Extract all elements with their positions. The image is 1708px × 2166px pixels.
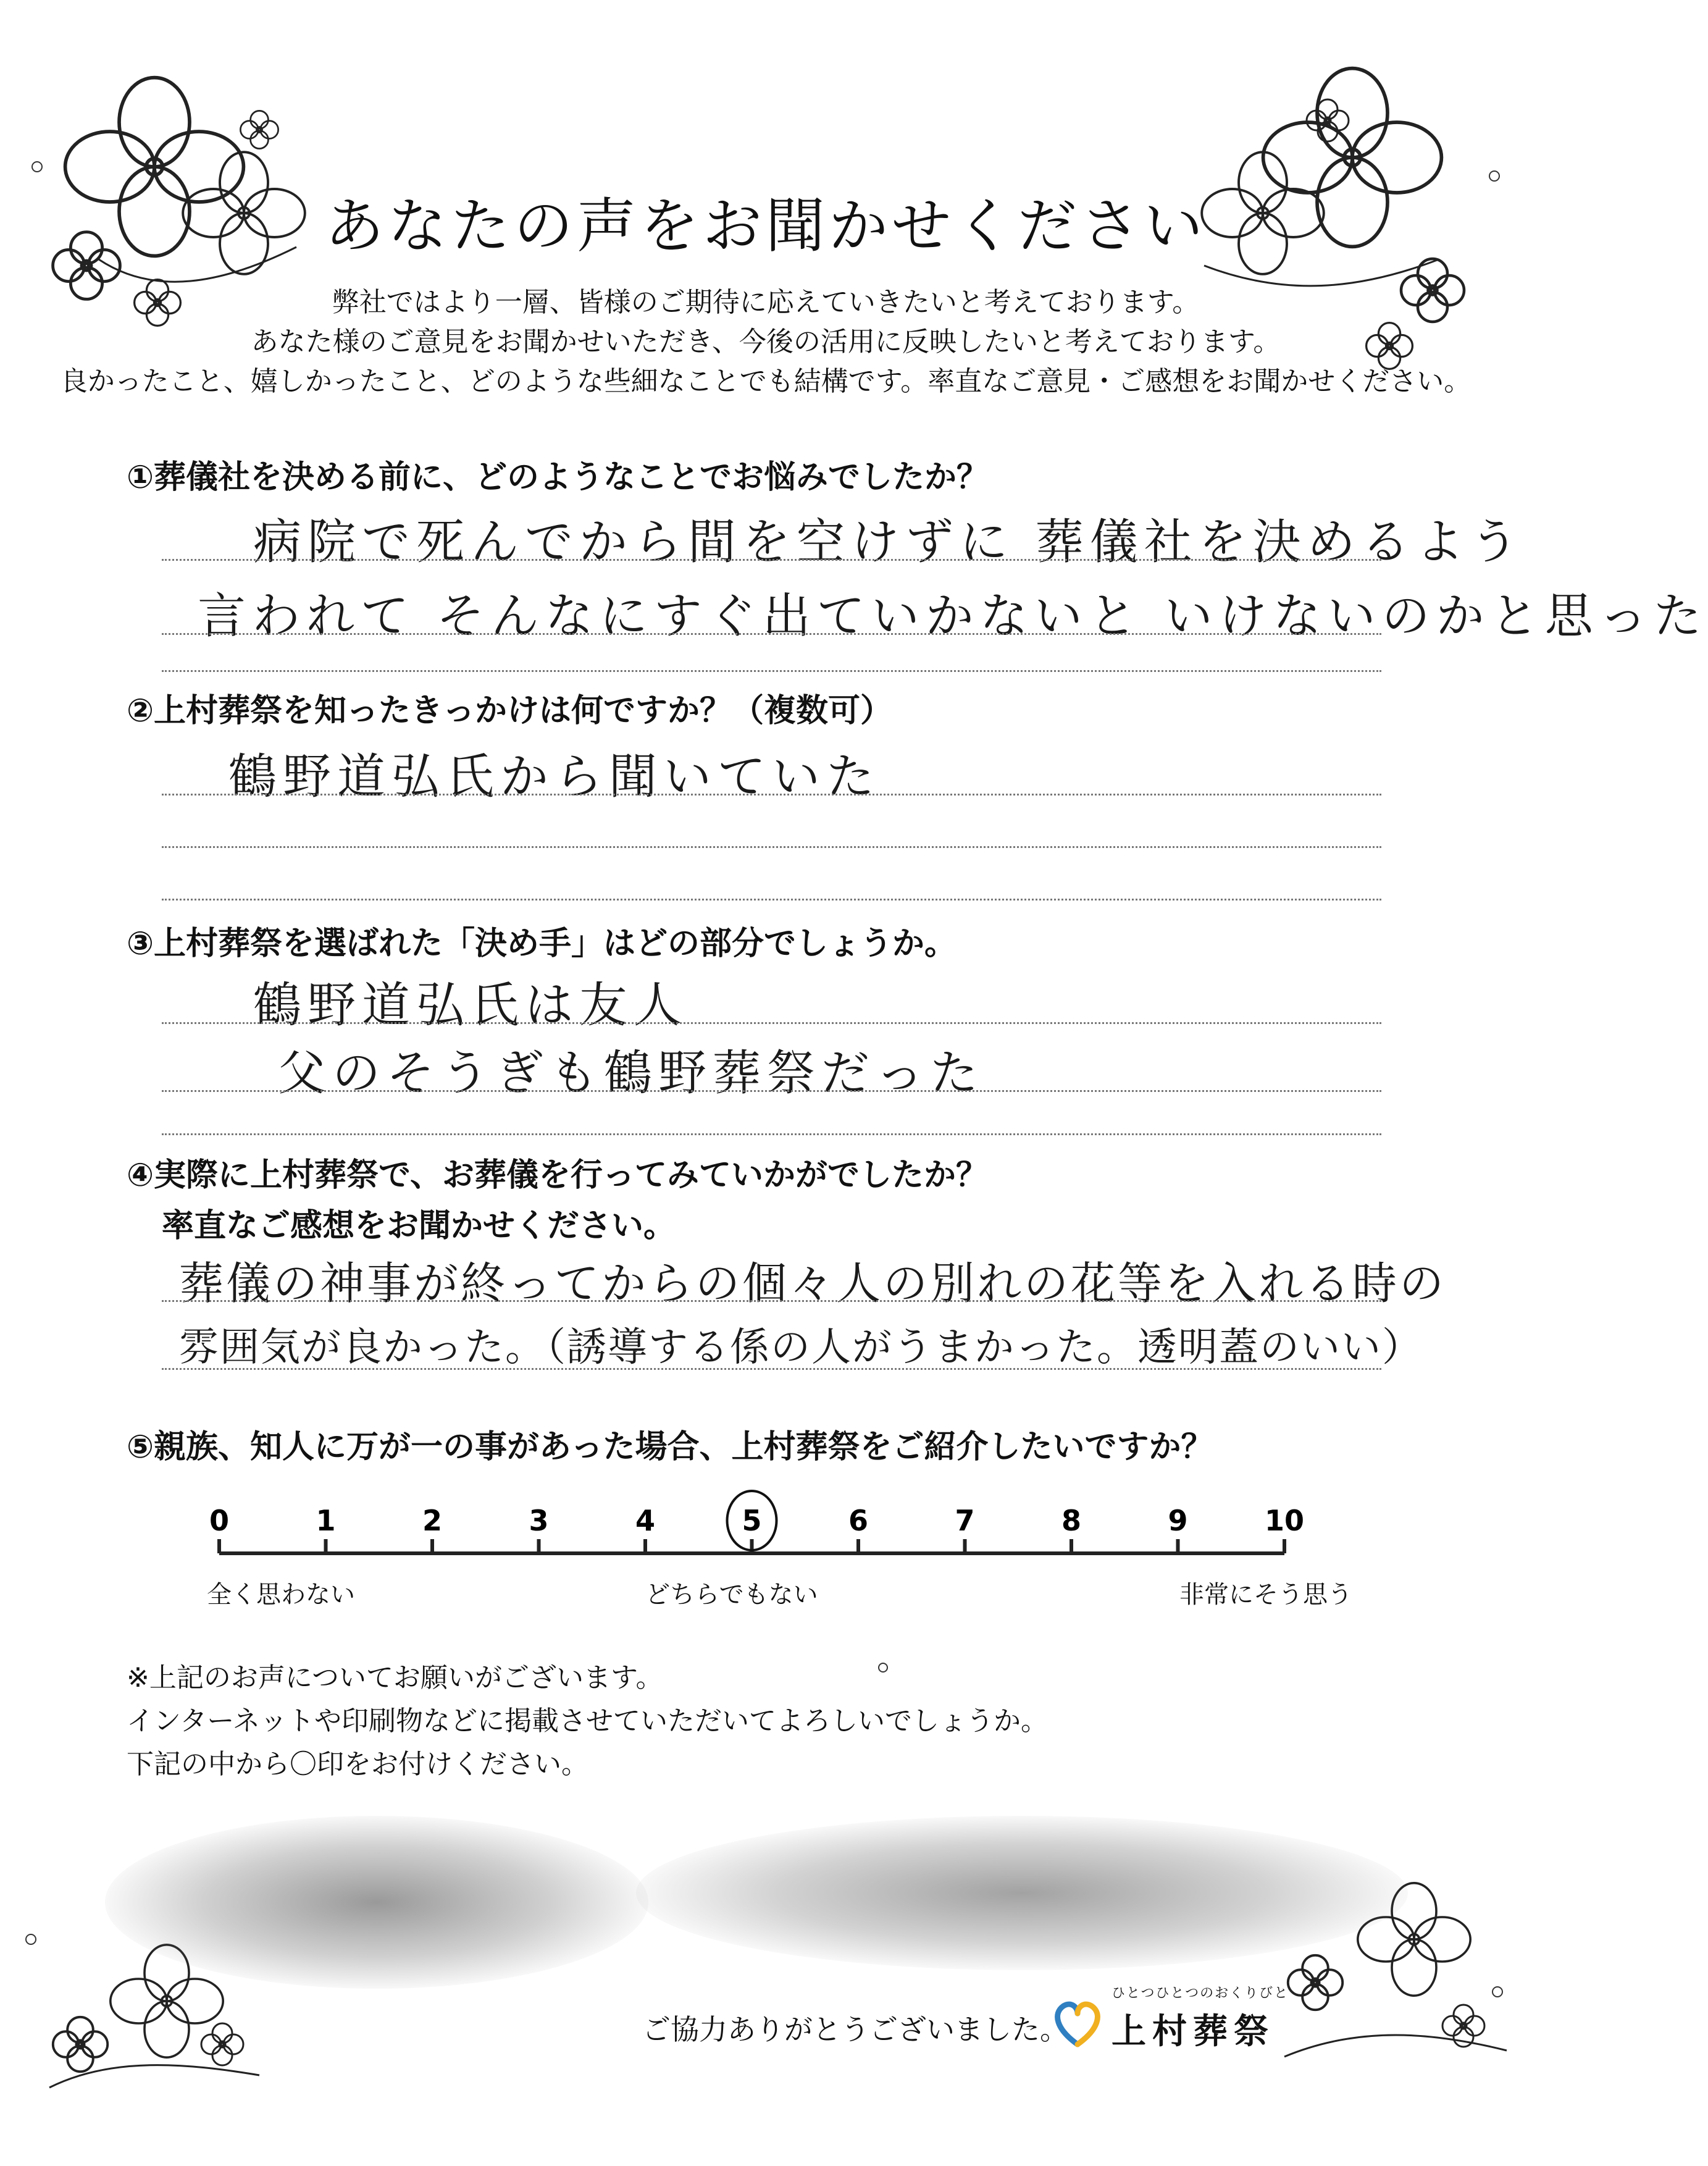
rating-tick-label: 8 bbox=[1061, 1504, 1082, 1537]
answer-rule bbox=[162, 1090, 1381, 1092]
answer-rule bbox=[162, 559, 1381, 561]
thank-you-message: ご協力ありがとうございました。 bbox=[642, 2013, 1068, 2046]
question-4-sublabel: 率直なご感想をお聞かせください。 bbox=[162, 1207, 676, 1245]
answer-rule bbox=[162, 633, 1381, 635]
scale-left-label: 全く思わない bbox=[207, 1580, 355, 1609]
answer-rule bbox=[162, 1133, 1381, 1135]
rating-tick-label: 3 bbox=[529, 1504, 549, 1537]
rating-tick-label: 2 bbox=[422, 1504, 443, 1537]
answer-rule bbox=[162, 794, 1381, 795]
scale-right-label: 非常にそう思う bbox=[1179, 1580, 1352, 1609]
rating-tick-label: 9 bbox=[1168, 1504, 1188, 1537]
intro-line: あなた様のご意見をお聞かせいただき、今後の活用に反映したいと考えております。 bbox=[251, 326, 1281, 358]
question-3-label: ③上村葬祭を選ばれた「決め手」はどの部分でしょうか。 bbox=[127, 925, 957, 962]
scale-middle-label: どちらでもない bbox=[645, 1580, 818, 1609]
question-4-answer-line: 葬儀の神事が終ってからの個々人の別れの花等を入れる時の bbox=[179, 1257, 1447, 1309]
answer-rule bbox=[162, 1368, 1381, 1370]
question-3-answer-line: 父のそうぎも鶴野葬祭だった bbox=[278, 1046, 985, 1101]
rating-tick-label: 10 bbox=[1264, 1504, 1305, 1537]
brand-name: 上村葬祭 bbox=[1111, 2012, 1275, 2052]
question-3-answer-line: 鶴野道弘氏は友人 bbox=[253, 978, 689, 1033]
question-4-answer-line: 雰囲気が良かった。（誘導する係の人がうまかった。透明蓋のいい） bbox=[179, 1325, 1423, 1371]
intro-line: 良かったこと、嬉しかったこと、どのような些細なことでも結構です。率直なご意見・ご感想をお聞かせください。 bbox=[60, 366, 1471, 397]
answer-rule bbox=[162, 670, 1381, 672]
rating-tick-label: 5 bbox=[742, 1504, 762, 1537]
answer-rule bbox=[162, 1022, 1381, 1024]
answer-rule bbox=[162, 899, 1381, 900]
page-title: あなたの声をお聞かせください bbox=[325, 191, 1207, 261]
rating-tick-label: 0 bbox=[209, 1504, 230, 1537]
notice-line: ※上記のお声についてお願いがございます。 bbox=[127, 1662, 663, 1694]
brand-tagline: ひとつひとつのおくりびと bbox=[1111, 1986, 1289, 2001]
intro-text bbox=[0, 283, 1531, 401]
brand-logo bbox=[1050, 1983, 1289, 2054]
redacted-consent-area bbox=[93, 1803, 1451, 1989]
answer-rule bbox=[162, 846, 1381, 848]
question-1-answer-line: 病院で死んでから間を空けずに 葬儀社を決めるよう bbox=[253, 514, 1525, 570]
answer-rule bbox=[162, 1300, 1381, 1302]
rating-tick-label: 4 bbox=[635, 1504, 656, 1537]
question-2-answer-line: 鶴野道弘氏から聞いていた bbox=[228, 749, 881, 805]
rating-tick-label: 7 bbox=[955, 1504, 975, 1537]
intro-line: 弊社ではより一層、皆様のご期待に応えていきたいと考えております。 bbox=[332, 287, 1200, 318]
rating-tick-label: 1 bbox=[316, 1504, 336, 1537]
question-4-label: ④実際に上村葬祭で、お葬儀を行ってみていかがでしたか？ bbox=[127, 1157, 988, 1194]
notice-line: インターネットや印刷物などに掲載させていただいてよろしいでしょうか。 bbox=[127, 1705, 1049, 1737]
question-1-answer-line: 言われて そんなにすぐ出ていかないと いけないのかと思った bbox=[198, 589, 1708, 644]
question-5-label: ⑤親族、知人に万が一の事があった場合、上村葬祭をご紹介したいですか？ bbox=[127, 1429, 1213, 1466]
rating-tick-label: 6 bbox=[848, 1504, 869, 1537]
rating-scale bbox=[185, 1482, 1352, 1631]
question-1-label: ①葬儀社を決める前に、どのようなことでお悩みでしたか？ bbox=[127, 459, 989, 496]
notice-line: 下記の中から〇印をお付けください。 bbox=[127, 1748, 588, 1780]
heart-logo-icon bbox=[1050, 1995, 1105, 2051]
question-2-label: ②上村葬祭を知ったきっかけは何ですか？（複数可） bbox=[127, 692, 893, 729]
